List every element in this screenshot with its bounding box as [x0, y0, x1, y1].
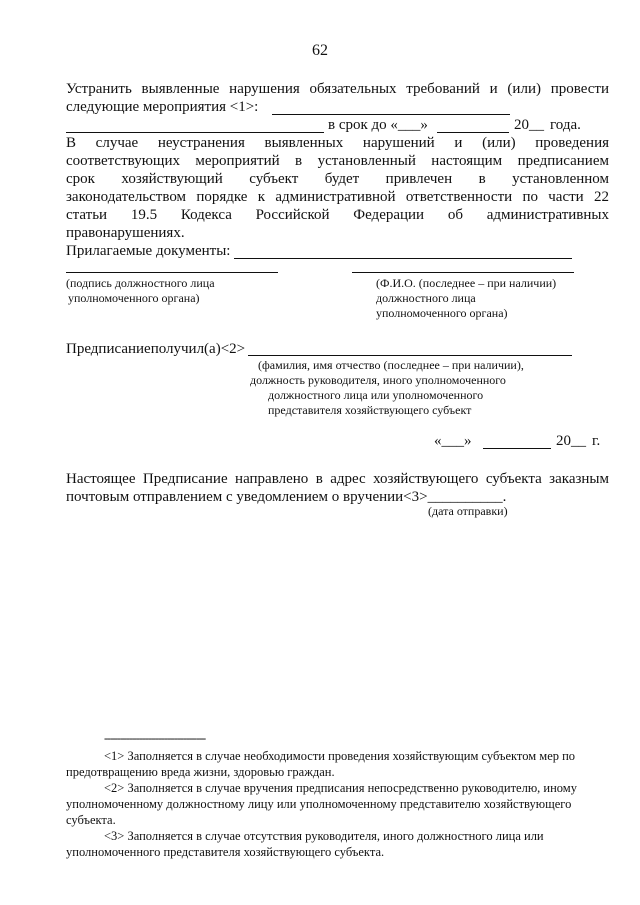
received-fill-line[interactable]: [248, 355, 572, 356]
received-date-month-line[interactable]: [483, 448, 551, 449]
signature-hint-1: (подпись должностного лица: [66, 276, 215, 290]
consequence-line-2: соответствующих мероприятий в установленный настоящим предписанием: [66, 153, 609, 169]
measures-fill-line[interactable]: [272, 114, 510, 115]
received-hint-2: должность руководителя, иного уполномоченного: [250, 373, 506, 387]
measures-fill-line-2[interactable]: [66, 132, 324, 133]
order-line-2-label: следующие мероприятия <1>:: [66, 99, 259, 115]
deadline-label: в срок до «___»: [328, 117, 428, 133]
footnote-1-line-1: <1> Заполняется в случае необходимости проведения хозяйствующим субъектом мер по: [104, 749, 576, 763]
signature-hint-2: уполномоченного органа): [68, 291, 200, 305]
attachments-label: Прилагаемые документы:: [66, 243, 231, 259]
received-hint-1: (фамилия, имя отчество (последнее – при наличии),: [258, 358, 524, 372]
page-number: 62: [312, 42, 328, 59]
full-name-hint-2: должностного лица: [376, 291, 476, 305]
attachments-fill-line[interactable]: [234, 258, 572, 259]
received-date-day: «___»: [434, 433, 472, 449]
deadline-year: 20__: [514, 117, 544, 133]
deadline-month-line[interactable]: [437, 132, 509, 133]
consequence-line-1: В случае неустранения выявленных нарушений и (или) проведения: [66, 135, 609, 151]
consequence-line-5: статьи 19.5 Кодекса Российской Федерации об административных: [66, 207, 609, 223]
received-hint-4: представителя хозяйствующего субъект: [268, 403, 472, 417]
received-label: Предписаниеполучил(а)<2>: [66, 341, 246, 357]
order-line-1: Устранить выявленные нарушения обязательных требований и (или) провести: [66, 81, 609, 97]
sent-line-2: почтовым отправлением с уведомлением о вручении<3>__________.: [66, 489, 507, 505]
footnote-2-line-3: субъекта.: [66, 813, 116, 827]
footnote-2-line-2: уполномоченному должностному лицу или уполномоченному представителю хозяйствующего: [66, 797, 572, 811]
sent-line-1: Настоящее Предписание направлено в адрес хозяйствующего субъекта заказным: [66, 471, 609, 487]
full-name-line[interactable]: [352, 272, 574, 273]
footnote-1-line-2: предотвращению вреда жизни, здоровью граждан.: [66, 765, 335, 779]
signature-line[interactable]: [66, 272, 278, 273]
footnote-3-line-1: <3> Заполняется в случае отсутствия руководителя, иного должностного лица или: [104, 829, 544, 843]
deadline-year-suffix: года.: [550, 117, 581, 133]
full-name-hint-3: уполномоченного органа): [376, 306, 508, 320]
footnote-3-line-2: уполномоченного представителя хозяйствующего субъекта.: [66, 845, 385, 859]
footnote-separator: --------------------------------: [104, 731, 206, 745]
consequence-line-6: правонарушениях.: [66, 225, 185, 241]
full-name-hint-1: (Ф.И.О. (последнее – при наличии): [376, 276, 557, 290]
sent-date-hint: (дата отправки): [428, 504, 508, 518]
received-hint-3: должностного лица или уполномоченного: [268, 388, 484, 402]
footnote-2-line-1: <2> Заполняется в случае вручения предписания непосредственно руководителю, иному: [104, 781, 577, 795]
consequence-line-4: законодательством порядке к административной ответственности по части 22: [66, 189, 609, 205]
received-date-suffix: г.: [592, 433, 601, 449]
consequence-line-3: срок хозяйствующий субъект будет привлечен в установленном: [66, 171, 609, 187]
received-date-year: 20__: [556, 433, 586, 449]
